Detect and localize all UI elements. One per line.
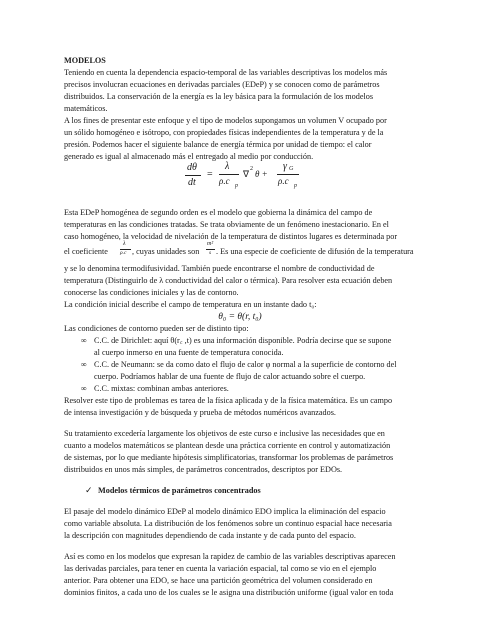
- eq-gamma: γ: [283, 161, 287, 172]
- paragraph-line: la descripción con magnitudes dependiendo de cada instante y de cada punto del espacio.: [64, 531, 356, 540]
- infinity-bullet-icon: ∞: [81, 360, 87, 369]
- paragraph-line: Las condiciones de contorno pueden ser de distinto tipo:: [64, 324, 249, 333]
- subsection-heading: Modelos térmicos de parámetros concentrados: [98, 486, 261, 495]
- list-item: C.C. de Neumann: se da como dato el flujo de calor φ normal a la superficie de contorno del: [94, 360, 397, 369]
- paragraph-line: A los fines de presentar este enfoque y el tipo de modelos supongamos un volumen V ocupado por: [64, 116, 387, 125]
- fraction-bar: [185, 175, 201, 176]
- eq-rho-c: ρ.c: [219, 176, 230, 186]
- paragraph-line: las derivadas parciales, para tener en cuenta la variación espacial, tal como se vio en el ejemplo: [64, 564, 377, 573]
- eq-lhs-numerator: dθ: [187, 162, 197, 173]
- paragraph-line: Su tratamiento excedería largamente los objetivos de este curso e inclusive las necesidades que en: [64, 429, 385, 438]
- paragraph-line: distribuidos. La conservación de la energía es la ley básica para la formulación de los modelos: [64, 92, 374, 101]
- paragraph-line: de sistemas, por lo que mediante hipótesis simplificatorias, transformar los problemas de parámetros: [64, 453, 394, 462]
- eq-rho-c: ρ.c: [278, 176, 289, 186]
- paragraph-line: presión. Podemos hacer el siguiente balance de energía térmica por unidad de tiempo: el calor: [64, 140, 372, 149]
- text-run: el coeficiente: [64, 247, 108, 256]
- coefficient-line: [64, 241, 416, 261]
- inline-unit-den: s: [209, 250, 212, 256]
- paragraph-line: dominios finitos, a cada uno de los cuales se le asigna una distribución uniforme (igual valor en toda: [64, 588, 394, 597]
- paragraph-line: generado es igual al almacenado más el entregado al medio por conducción.: [64, 152, 314, 161]
- inline-unit-num: m²: [207, 241, 214, 247]
- eq-nabla: ∇: [243, 169, 250, 179]
- fraction-bar: [277, 174, 299, 175]
- eq-lhs-denominator: dt: [188, 177, 196, 188]
- list-item: C.C. mixtas: combinan ambas anteriores.: [94, 384, 229, 393]
- eq-subscript-p: p: [235, 183, 238, 189]
- inline-frac-den: ρ.c: [120, 250, 127, 256]
- paragraph-line: precisos involucran ecuaciones en derivadas parciales (EDeP) y se conocen como de parámetros: [64, 80, 380, 89]
- heat-equation: [175, 162, 325, 196]
- eq-equals: =: [207, 169, 213, 180]
- paragraph-line: El pasaje del modelo dinámico EDeP al modelo dinámico EDO implica la eliminación del espacio: [64, 507, 386, 516]
- paragraph-line: caso homogéneo, la velocidad de nivelación de la temperatura de distintos lugares es determinada por: [64, 232, 398, 241]
- text-run: , cuyas unidades son: [132, 247, 200, 256]
- list-item: al cuerpo inmerso en una fuente de temperatura conocida.: [94, 348, 284, 357]
- paragraph-line: temperatura (Distinguirlo de λ conductividad del calor o térmica). Para resolver esta ecuación deben: [64, 276, 393, 285]
- eq-lambda: λ: [225, 161, 230, 172]
- paragraph-line: un sólido homogéneo e isótropo, con propiedades físicas independientes de la temperatura y de la: [64, 128, 384, 137]
- paragraph-line: Así es como en los modelos que expresan la rapidez de cambio de las variables descriptivas aparecen: [64, 552, 396, 561]
- fraction-bar: [219, 174, 239, 175]
- inline-frac-num: λ: [123, 241, 126, 247]
- paragraph-line: anterior. Para obtener una EDO, se hace una partición geométrica del volumen considerado en: [64, 576, 373, 585]
- paragraph-line: distribuidos en unos más simples, de parámetros concentrados, descriptos por EDOs.: [64, 465, 343, 474]
- paragraph-line: La condición inicial describe el campo de temperatura en un instante dado t₀:: [64, 300, 317, 309]
- eq-theta-plus: θ +: [255, 169, 268, 179]
- infinity-bullet-icon: ∞: [81, 384, 87, 393]
- text-run: . Es una especie de coeficiente de difusión de la temperatura: [216, 247, 414, 256]
- eq-subscript-G: G: [289, 166, 294, 172]
- initial-condition-equation: θ₀ = θ(r, t₀): [218, 312, 262, 322]
- list-item: C.C. de Dirichlet: aquí θ(r꜀ ,t) es una información disponible. Podría decirse que se supone: [94, 336, 392, 345]
- paragraph-line: Resolver este tipo de problemas es tarea de la física aplicada y de la física matemática. Es un campo: [64, 396, 393, 405]
- list-item: cuerpo. Podríamos hablar de una fuente de flujo de calor actuando sobre el cuerpo.: [94, 372, 366, 381]
- infinity-bullet-icon: ∞: [81, 336, 87, 345]
- paragraph-line: conocerse las condiciones iniciales y las de contorno.: [64, 288, 239, 297]
- paragraph-line: Esta EDeP homogénea de segundo orden es el modelo que gobierna la dinámica del campo de: [64, 208, 373, 217]
- checkmark-icon: ✓: [85, 485, 93, 495]
- paragraph-line: temperaturas en las condiciones tratadas. Se trata obviamente de un fenómeno inestacionario. En el: [64, 220, 389, 229]
- paragraph-line: y se lo denomina termodifusividad. También puede encontrarse el nombre de conductividad de: [64, 264, 375, 273]
- eq-superscript-2: 2: [250, 166, 253, 172]
- paragraph-line: Teniendo en cuenta la dependencia espacio-temporal de las variables descriptivas los modelos más: [64, 68, 388, 77]
- paragraph-line: de intensa investigación y de búsqueda y prueba de métodos numéricos avanzados.: [64, 408, 336, 417]
- section-heading: MODELOS: [64, 56, 106, 65]
- paragraph-line: cuanto a modelos matemáticos se plantean desde una práctica corriente en control y automatización: [64, 441, 391, 450]
- paragraph-line: como variable absoluta. La distribución de los fenómenos sobre un continuo espacial hace necesaria: [64, 519, 392, 528]
- paragraph-line: matemáticos.: [64, 104, 108, 113]
- eq-subscript-p: p: [294, 183, 297, 189]
